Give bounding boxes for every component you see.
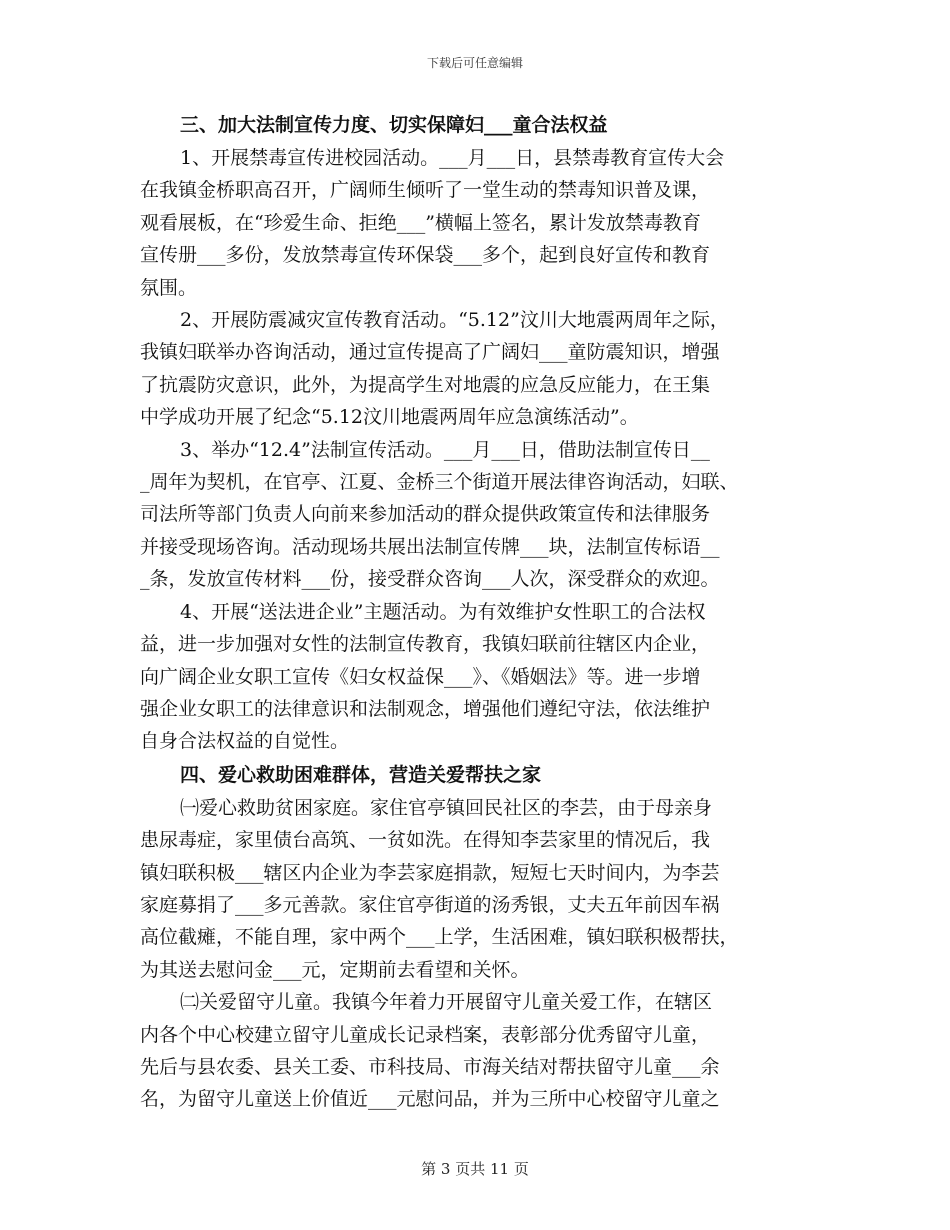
text-line: 镇妇联积极___辖区内企业为李芸家庭捐款，短短七天时间内，为李芸 xyxy=(140,861,720,884)
text-line: 并接受现场咨询。活动现场共展出法制宣传牌___块，法制宣传标语__ xyxy=(140,535,720,558)
text-line: 患尿毒症，家里债台高筑、一贫如洗。在得知李芸家里的情况后，我 xyxy=(140,829,711,852)
section-heading-4: 四、爱心救助困难群体，营造关爱帮扶之家 xyxy=(180,763,542,786)
document-body xyxy=(140,108,820,1116)
text-line: 高位截瘫，不能自理，家中两个___上学，生活困难，镇妇联积极帮扶， xyxy=(140,926,739,949)
text-line: 3、举办“12.4”法制宣传活动。___月___日，借助法制宣传日__ xyxy=(180,438,710,461)
text-line: 强企业女职工的法律意识和法制观念，增强他们遵纪守法，依法维护 xyxy=(140,697,711,720)
text-line: 先后与县农委、县关工委、市科技局、市海关结对帮扶留守儿童___余 xyxy=(140,1055,720,1078)
text-line: 了抗震防灾意识，此外，为提高学生对地震的应急反应能力，在王集 xyxy=(140,373,711,396)
text-line: 氛围。 xyxy=(140,276,198,299)
paragraph-legal-day xyxy=(140,434,820,596)
text-line: 司法所等部门负责人向前来参加活动的群众提供政策宣传和法律服务 xyxy=(140,503,711,526)
text-line: 1、开展禁毒宣传进校园活动。___月___日，县禁毒教育宣传大会 xyxy=(180,147,725,169)
paragraph-law-enterprise xyxy=(140,596,820,758)
page-footer: 第 3 页共 11 页 xyxy=(421,1160,529,1178)
text-line: 名，为留守儿童送上价值近___元慰问品，并为三所中心校留守儿童之 xyxy=(140,1088,720,1111)
text-line: 家庭募捐了___多元善款。家住官亭街道的汤秀银，丈夫五年前因车祸 xyxy=(140,893,720,916)
text-line: _周年为契机，在官亭、江夏、金桥三个街道开展法律咨询活动，妇联、 xyxy=(140,471,739,494)
text-line: 为其送去慰问金___元，定期前去看望和关怀。 xyxy=(140,958,530,981)
text-line: ㈡关爱留守儿童。我镇今年着力开展留守儿童关爱工作，在辖区 xyxy=(180,991,713,1014)
page-header: 下载后可任意编辑 xyxy=(426,56,523,70)
text-line: 宣传册___多份，发放禁毒宣传环保袋___多个，起到良好宣传和教育 xyxy=(140,244,711,267)
text-line: 2、开展防震减灾宣传教育活动。“5.12”汶川大地震两周年之际， xyxy=(180,309,729,332)
text-line: 内各个中心校建立留守儿童成长记录档案，表彰部分优秀留守儿童， xyxy=(140,1023,711,1046)
text-line: 观看展板，在“珍爱生命、拒绝___”横幅上签名，累计发放禁毒教育 xyxy=(140,211,701,234)
text-line: 益，进一步加强对女性的法制宣传教育，我镇妇联前往辖区内企业， xyxy=(140,633,711,656)
paragraph-anti-drug xyxy=(140,142,820,304)
text-line: 中学成功开展了纪念“5.12汶川地震两周年应急演练活动”。 xyxy=(140,406,639,429)
paragraph-earthquake xyxy=(140,304,820,434)
text-line: 自身合法权益的自觉性。 xyxy=(140,730,350,753)
section-heading-3: 三、加大法制宣传力度、切实保障妇___童合法权益 xyxy=(180,114,608,136)
text-line: 向广阔企业女职工宣传《妇女权益保___》、《婚姻法》等。进一步增 xyxy=(140,665,701,688)
text-line: 我镇妇联举办咨询活动，通过宣传提高了广阔妇___童防震知识，增强 xyxy=(140,341,720,364)
text-line: _条，发放宣传材料___份，接受群众咨询___人次，深受群众的欢迎。 xyxy=(140,568,720,591)
text-line: 在我镇金桥职高召开，广阔师生倾听了一堂生动的禁毒知识普及课， xyxy=(140,179,711,202)
paragraph-poor-families xyxy=(140,792,820,986)
paragraph-left-behind-children xyxy=(140,986,820,1116)
text-line: 4、开展“送法进企业”主题活动。为有效维护女性职工的合法权 xyxy=(180,600,706,623)
text-line: ㈠爱心救助贫困家庭。家住官亭镇回民社区的李芸，由于母亲身 xyxy=(180,796,713,819)
